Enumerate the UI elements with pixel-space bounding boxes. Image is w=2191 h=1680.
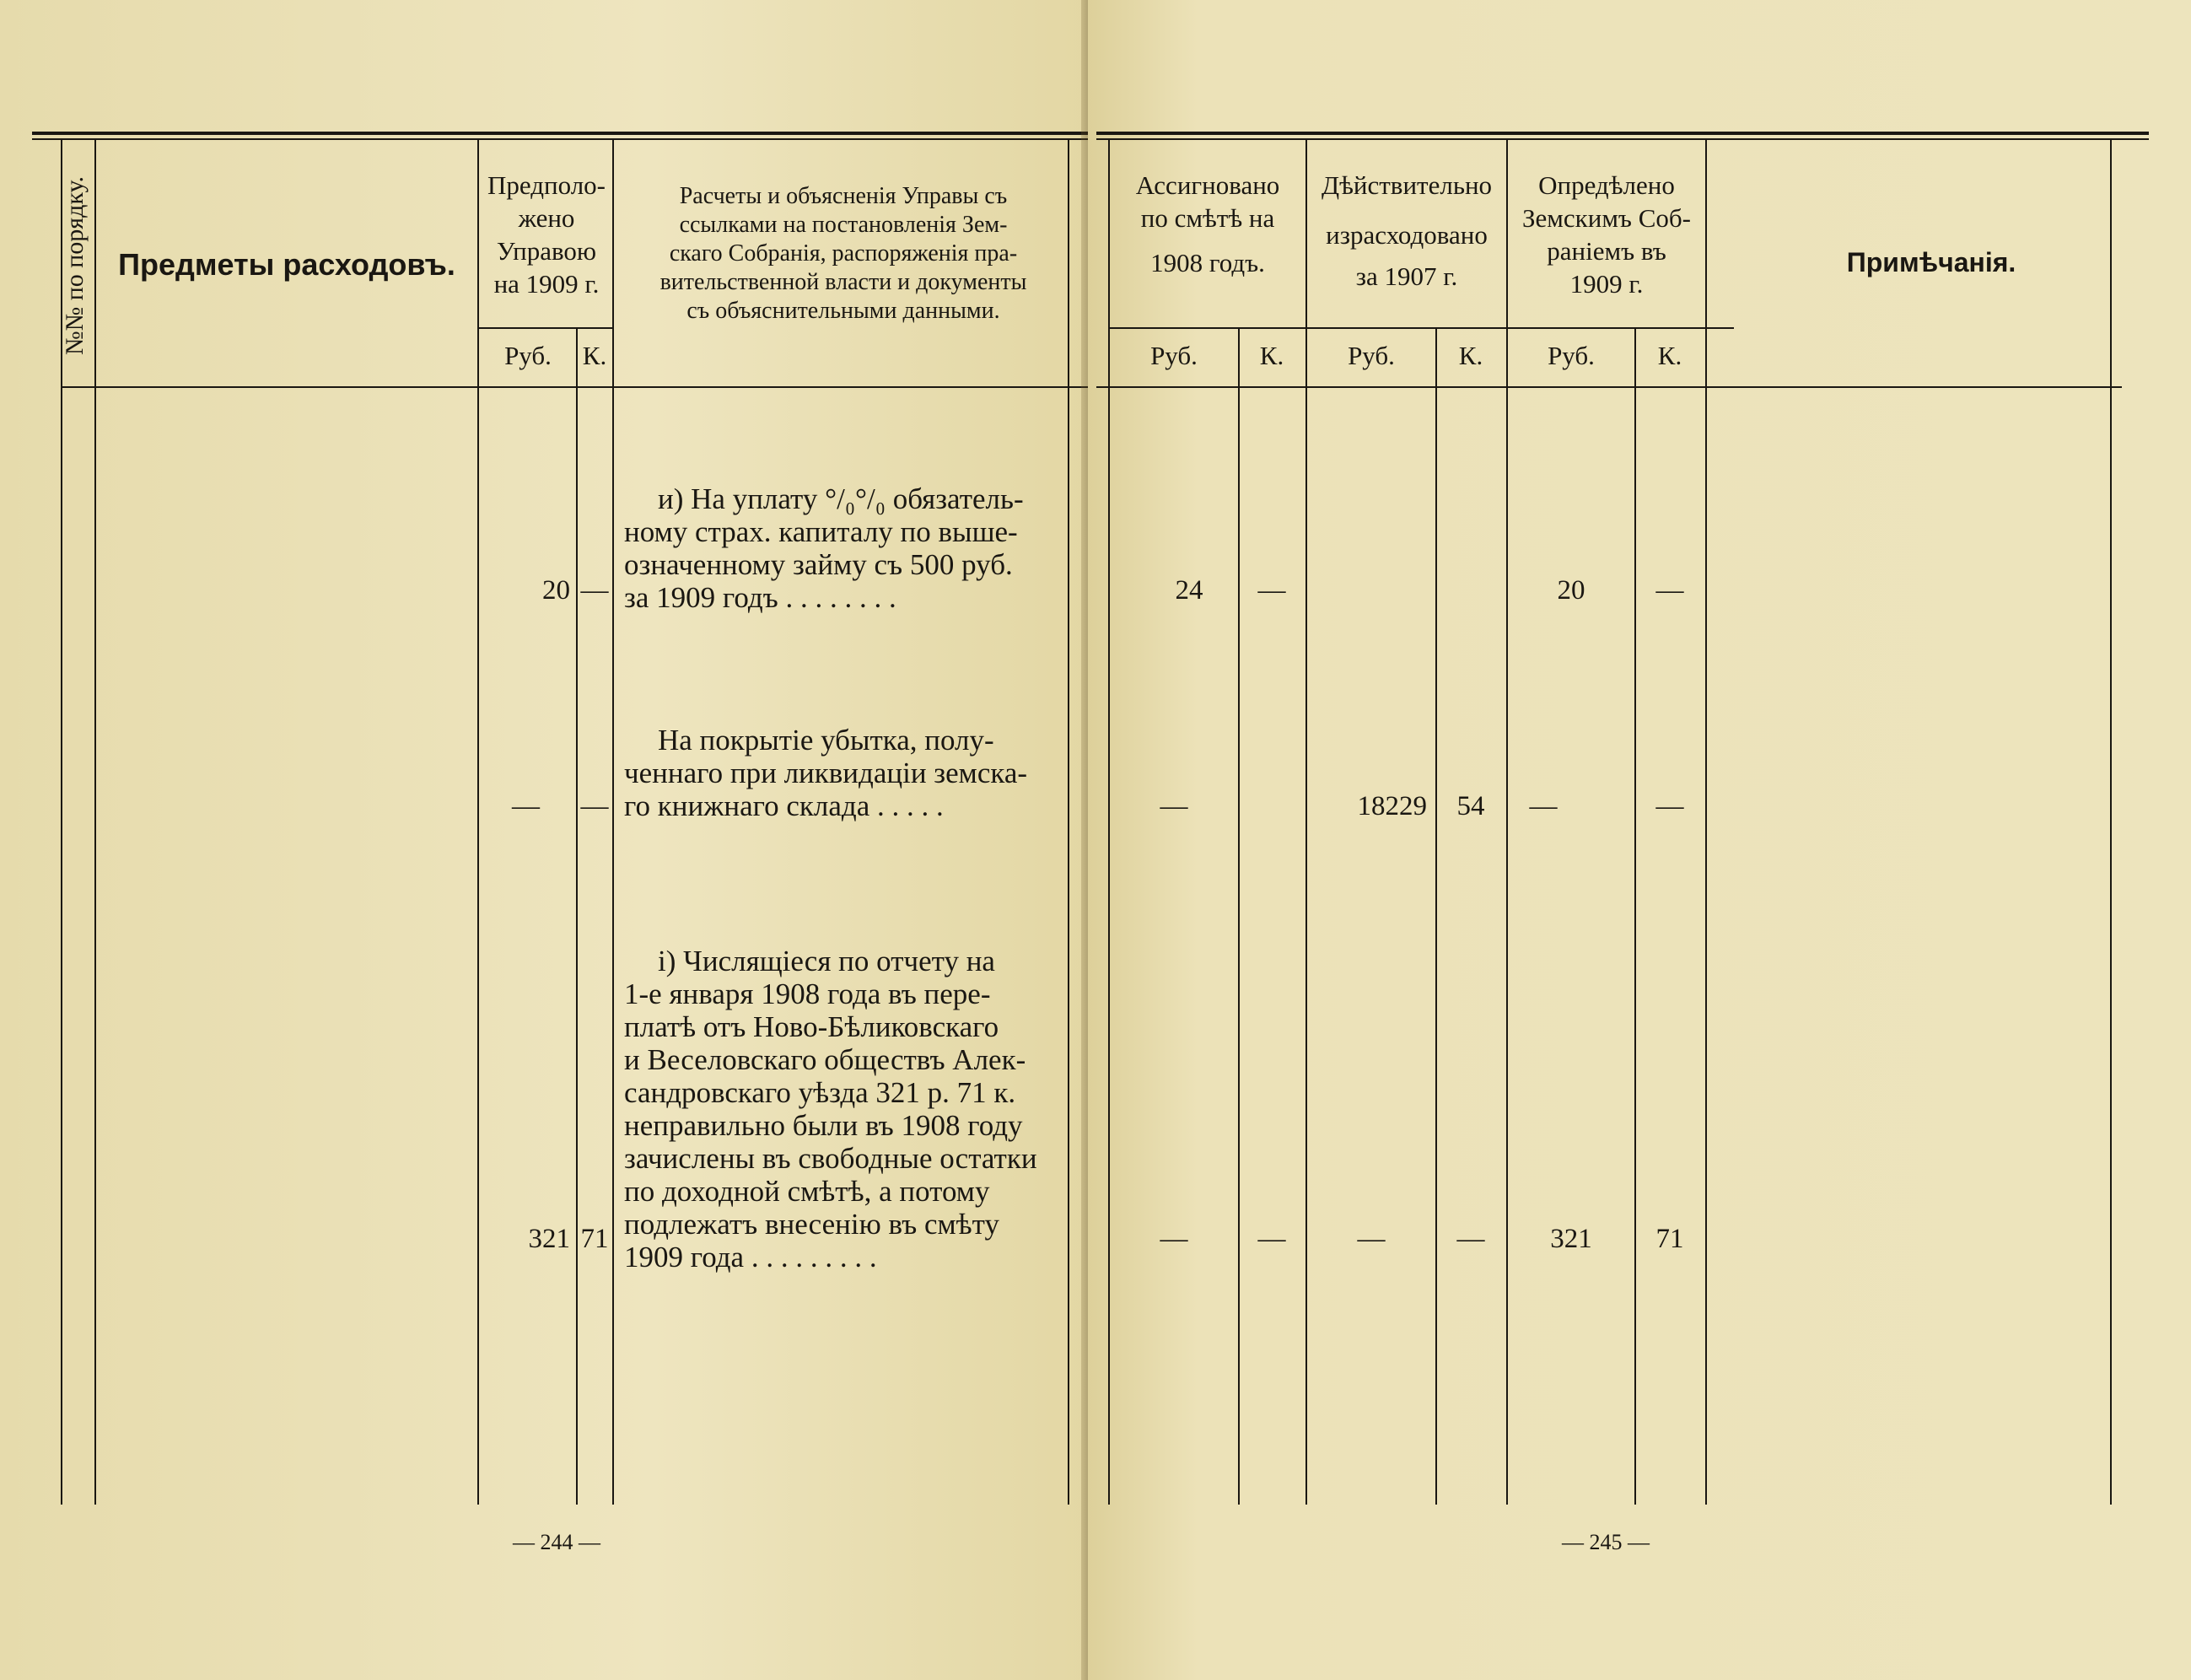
row3-spent-rub: —: [1357, 1224, 1386, 1254]
col-explanations-line-2: ссылками на постановленія Зем-: [679, 212, 1008, 238]
col-rule-determined: [1705, 138, 1707, 1505]
unit-kop-spent: К.: [1458, 341, 1483, 370]
row3-proposed-rub: 321: [528, 1224, 570, 1254]
row-text: [624, 482, 1059, 614]
row3-line-9: подлежатъ внесенію въ смѣту: [624, 1208, 1000, 1241]
top-rule-inner: [32, 138, 1088, 140]
col-rule-items: [477, 138, 479, 1505]
col-explanations-line-5: съ объяснительными данными.: [686, 298, 1000, 324]
col-explanations-line-4: вительственной власти и документы: [659, 269, 1027, 295]
row3-line-8: по доходной смѣтѣ, а потому: [624, 1175, 990, 1208]
col-rule-notes-edge: [2110, 138, 2112, 1505]
left-page: [0, 0, 1088, 1680]
col-proposed-header: [481, 169, 612, 300]
row-text: [624, 945, 1059, 1273]
col-spent-line-2: израсходовано: [1326, 220, 1488, 250]
row2-assigned-rub: —: [1160, 791, 1188, 821]
col-rule-left-edge: [1108, 138, 1110, 1505]
col-spent-header: [1309, 169, 1505, 293]
col-spent-line-3: за 1907 г.: [1355, 261, 1458, 291]
col-number-header: №№ по порядку.: [61, 175, 89, 356]
col-rule-spent: [1506, 138, 1508, 1505]
row3-determined-rub: 321: [1550, 1224, 1592, 1254]
col-rule-proposed: [612, 138, 614, 1505]
unit-rub-proposed: Руб.: [504, 341, 552, 370]
row2-line-3: го книжнаго склада . . . . .: [624, 789, 944, 822]
top-rule-inner: [1096, 138, 2149, 140]
row1-line-3: означенному займу съ 500 руб.: [624, 548, 1013, 581]
row3-line-7: зачислены въ свободные остатки: [624, 1142, 1037, 1175]
col-explanations-header: [624, 182, 1063, 326]
col-determined-line-4: 1909 г.: [1569, 269, 1644, 299]
unit-kop-assigned: К.: [1259, 341, 1284, 370]
row1-assigned-kop: —: [1257, 575, 1286, 606]
row-text: [624, 724, 1059, 822]
row2-determined-rub: —: [1529, 791, 1558, 821]
row3-line-2: 1-е января 1908 года въ пере-: [624, 977, 991, 1010]
top-rule: [1096, 132, 2149, 135]
row1-assigned-rub: 24: [1175, 575, 1203, 606]
row3-proposed-kop: 71: [580, 1224, 609, 1254]
row1-determined-kop: —: [1655, 575, 1684, 606]
col-rule-explanations: [1068, 138, 1069, 1505]
col-rule-assigned-rub-kop: [1238, 327, 1240, 1505]
row3-spent-kop: —: [1456, 1224, 1485, 1254]
row3-line-6: неправильно были въ 1908 году: [624, 1109, 1023, 1142]
row3-line-10: 1909 года . . . . . . . . .: [624, 1241, 877, 1273]
row1-proposed-rub: 20: [542, 575, 570, 606]
col-proposed-line-4: на 1909 г.: [493, 269, 600, 299]
row1-proposed-kop: —: [580, 575, 609, 606]
col-determined-line-2: Земскимъ Соб-: [1522, 203, 1691, 233]
col-rule-determined-rub-kop: [1634, 327, 1636, 1505]
unit-kop-proposed: К.: [582, 341, 607, 370]
col-notes-header: Примѣчанія.: [1846, 247, 2016, 277]
col-assigned-line-1: Ассигновано: [1135, 170, 1280, 200]
row2-proposed-kop: —: [580, 791, 609, 821]
row3-line-3: платѣ отъ Ново-Бѣликовскаго: [624, 1010, 999, 1043]
row1-determined-rub: 20: [1557, 575, 1585, 606]
col-explanations-line-1: Расчеты и объясненія Управы съ: [679, 183, 1008, 209]
row3-line-1: і) Числящіеся по отчету на: [658, 945, 995, 977]
row1-line-1: и) На уплату °/₀°/₀ обязатель-: [658, 482, 1024, 515]
unit-rub-determined: Руб.: [1548, 341, 1595, 370]
col-determined-header: [1510, 169, 1704, 300]
row2-determined-kop: —: [1655, 791, 1684, 821]
col-proposed-line-3: Управою: [496, 236, 597, 266]
header-bottom-rule: [1096, 386, 2122, 388]
row2-proposed-rub: —: [512, 791, 540, 821]
row2-spent-kop: 54: [1456, 791, 1485, 821]
page-number-left: — 244 —: [513, 1530, 600, 1554]
row2-spent-rub: 18229: [1357, 791, 1427, 821]
col-spent-line-1: Дѣйствительно: [1321, 170, 1493, 200]
row2-line-2: ченнаго при ликвидаціи земска-: [624, 757, 1028, 789]
top-rule: [32, 132, 1088, 135]
col-determined-line-1: Опредѣлено: [1538, 170, 1675, 200]
unit-rub-assigned: Руб.: [1150, 341, 1198, 370]
col-assigned-line-3: 1908 годъ.: [1150, 248, 1265, 277]
row3-assigned-kop: —: [1257, 1224, 1286, 1254]
row1-line-4: за 1909 годъ . . . . . . . .: [624, 581, 896, 614]
row3-assigned-rub: —: [1160, 1224, 1188, 1254]
col-items-header: Предметы расходовъ.: [118, 247, 455, 282]
col-assigned-line-2: по смѣтѣ на: [1140, 203, 1275, 233]
col-rule-assigned: [1305, 138, 1307, 1505]
col-rule-number: [94, 138, 96, 1505]
unit-rub-spent: Руб.: [1348, 341, 1395, 370]
unit-kop-determined: К.: [1657, 341, 1682, 370]
right-page: [1088, 0, 2191, 1680]
row3-line-4: и Веселовскаго обществъ Алек-: [624, 1043, 1026, 1076]
col-proposed-line-2: жено: [518, 203, 575, 233]
header-bottom-rule: [61, 386, 1088, 388]
row3-line-5: сандровскаго уѣзда 321 р. 71 к.: [624, 1076, 1016, 1109]
col-explanations-line-3: скаго Собранія, распоряженія пра-: [669, 240, 1018, 267]
col-proposed-line-1: Предполо-: [487, 170, 606, 200]
row3-determined-kop: 71: [1655, 1224, 1684, 1254]
col-rule-spent-rub-kop: [1435, 327, 1437, 1505]
col-determined-line-3: раніемъ въ: [1547, 236, 1666, 266]
units-rule: [477, 327, 612, 329]
page-number-right: — 245 —: [1562, 1530, 1650, 1554]
col-assigned-header: [1112, 169, 1304, 279]
col-rule-rub-kop: [576, 327, 578, 1505]
row1-line-2: ному страх. капиталу по выше-: [624, 515, 1018, 548]
row2-line-1: На покрытіе убытка, полу-: [658, 724, 994, 757]
units-rule: [1108, 327, 1734, 329]
